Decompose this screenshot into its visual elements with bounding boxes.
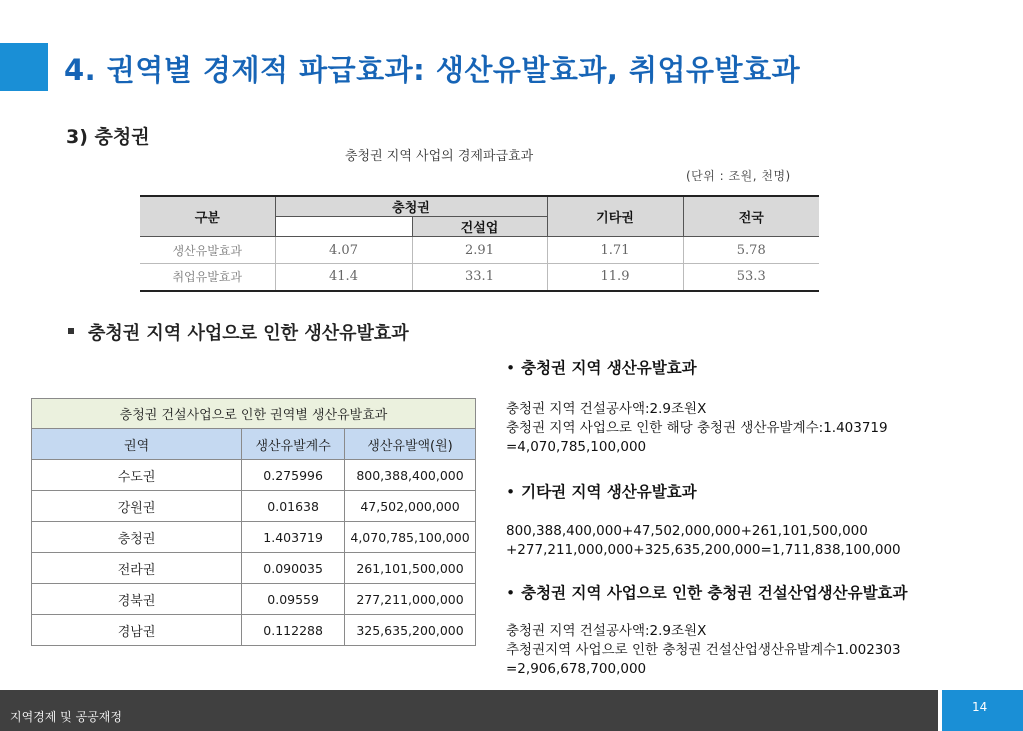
table1-caption: 충청권 지역 사업의 경제파급효과 (345, 149, 534, 164)
footer-bar (0, 690, 938, 731)
note-line: 충청권 지역 건설공사액:2.9조원X (506, 401, 707, 417)
page-number: 14 (972, 700, 988, 714)
slide-title: 4. 권역별 경제적 파급효과: 생산유발효과, 취업유발효과 (64, 53, 801, 87)
bullet-heading (68, 319, 409, 345)
table-row (32, 522, 476, 553)
note-heading: • 충청권 지역 사업으로 인한 충청권 건설산업생산유발효과 (506, 584, 908, 602)
note-line: 추청권지역 사업으로 인한 충청권 건설산업생산유발계수1.002303 (506, 642, 901, 658)
header-category: 구분 (140, 196, 275, 237)
note-line: +277,211,000,000+325,635,200,000=1,711,838,100,000 (506, 542, 901, 558)
header-other: 기타권 (547, 196, 683, 237)
square-bullet-icon (68, 328, 74, 334)
note-line: =2,906,678,700,000 (506, 661, 647, 677)
cell-coefficient: 0.112288 (242, 615, 345, 646)
cell-amount: 47,502,000,000 (345, 491, 476, 522)
bullet-dot-icon: • (506, 483, 516, 501)
cell-chungcheong: 41.4 (275, 264, 412, 291)
table-row (32, 584, 476, 615)
header-coefficient: 생산유발계수 (242, 429, 345, 460)
cell-region: 경북권 (32, 584, 242, 615)
cell-region: 전라권 (32, 553, 242, 584)
table-row (32, 460, 476, 491)
bullet-heading-text: 충청권 지역 사업으로 인한 생산유발효과 (88, 323, 409, 344)
table1-unit: (단위 : 조원, 천명) (686, 169, 791, 183)
cell-amount: 800,388,400,000 (345, 460, 476, 491)
cell-chungcheong: 4.07 (275, 237, 412, 264)
note-heading: • 기타권 지역 생산유발효과 (506, 483, 697, 501)
cell-other: 11.9 (547, 264, 683, 291)
cell-region: 수도권 (32, 460, 242, 491)
note-line: 충청권 지역 사업으로 인한 해당 충청권 생산유발계수:1.403719 (506, 420, 888, 436)
note-line: 충청권 지역 건설공사액:2.9조원X (506, 623, 707, 639)
bullet-dot-icon: • (506, 584, 516, 602)
cell-national: 5.78 (683, 237, 819, 264)
note-heading: • 충청권 지역 생산유발효과 (506, 359, 697, 377)
regional-production-table (31, 398, 476, 646)
table-row (140, 237, 819, 264)
cell-amount: 4,070,785,100,000 (345, 522, 476, 553)
footer-text: 지역경제 및 공공재정 (10, 710, 122, 724)
cell-coefficient: 0.275996 (242, 460, 345, 491)
cell-national: 53.3 (683, 264, 819, 291)
cell-coefficient: 0.01638 (242, 491, 345, 522)
cell-region: 경남권 (32, 615, 242, 646)
cell-construction: 2.91 (412, 237, 547, 264)
cell-region: 충청권 (32, 522, 242, 553)
cell-coefficient: 0.09559 (242, 584, 345, 615)
header-amount: 생산유발액(원) (345, 429, 476, 460)
table-row (32, 553, 476, 584)
header-region: 권역 (32, 429, 242, 460)
row-label: 취업유발효과 (140, 264, 275, 291)
bullet-dot-icon: • (506, 359, 516, 377)
cell-coefficient: 1.403719 (242, 522, 345, 553)
cell-construction: 33.1 (412, 264, 547, 291)
table-row (32, 615, 476, 646)
header-construction: 건설업 (412, 217, 547, 237)
row-label: 생산유발효과 (140, 237, 275, 264)
cell-amount: 277,211,000,000 (345, 584, 476, 615)
title-accent-block (0, 43, 48, 91)
note-line: 800,388,400,000+47,502,000,000+261,101,500,000 (506, 523, 868, 539)
section-heading: 3) 충청권 (66, 126, 150, 148)
cell-region: 강원권 (32, 491, 242, 522)
economic-effect-table (140, 195, 819, 292)
header-chungcheong: 충청권 (275, 196, 547, 217)
cell-coefficient: 0.090035 (242, 553, 345, 584)
table-row (140, 264, 819, 291)
cell-amount: 325,635,200,000 (345, 615, 476, 646)
cell-other: 1.71 (547, 237, 683, 264)
cell-amount: 261,101,500,000 (345, 553, 476, 584)
table-row (32, 491, 476, 522)
table2-caption: 충청권 건설사업으로 인한 권역별 생산유발효과 (32, 399, 476, 429)
header-national: 전국 (683, 196, 819, 237)
note-line: =4,070,785,100,000 (506, 439, 647, 455)
